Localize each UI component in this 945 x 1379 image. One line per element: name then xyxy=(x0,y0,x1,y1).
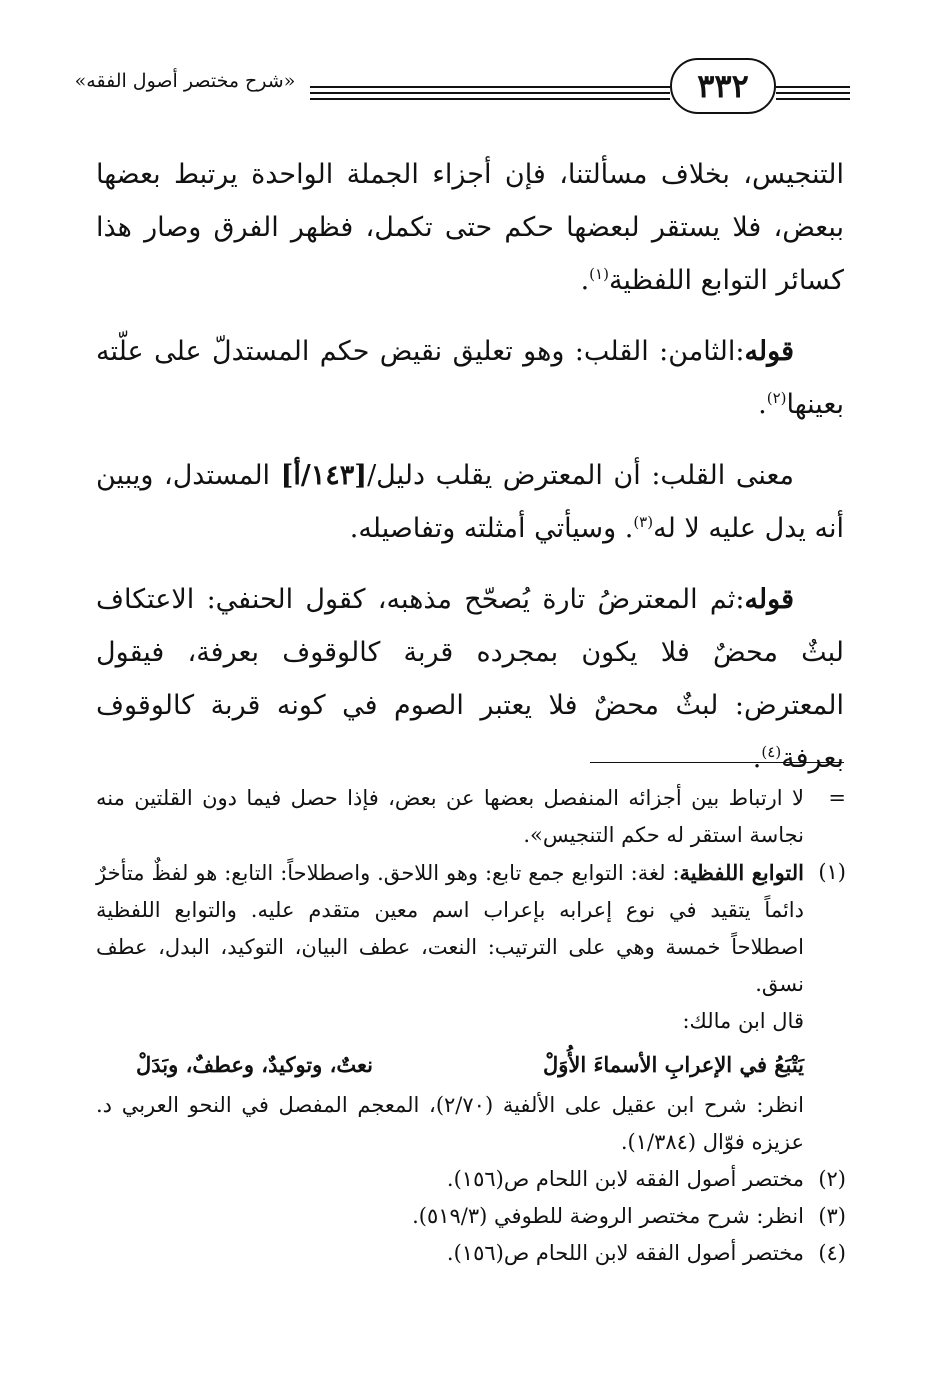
footnote-term: التوابع اللفظية xyxy=(679,860,804,885)
keyword-qawluhu: قوله xyxy=(744,336,794,367)
footnote-2 xyxy=(96,1161,846,1198)
footnote-mark: (٣) xyxy=(818,1204,846,1228)
footnotes xyxy=(96,780,846,1272)
paragraph-text: التنجيس، بخلاف مسألتنا، فإن أجزاء الجملة الواحدة يرتبط بعضها ببعض، فلا يستقر لبعضها حكم حتى تكمل، فظهر الفرق وصار هذا كسائر التوابع اللفظية xyxy=(96,159,844,296)
footnote-text: انظر: شرح ابن عقيل على الألفية (٢/٧٠)، المعجم المفصل في النحو العربي د. عزيزه فوّال (١/٣٨٤). xyxy=(96,1093,804,1154)
footnote-mark: = xyxy=(828,786,846,810)
header-rule xyxy=(310,92,670,94)
footnote-mark: (٤) xyxy=(818,1241,846,1265)
paragraph-text: :الثامن: القلب: وهو تعليق نقيض حكم المستدلّ على علّته بعينها xyxy=(96,336,844,420)
paragraph-1 xyxy=(96,148,844,307)
page-header xyxy=(60,48,850,118)
footnote-1 xyxy=(96,854,846,1040)
header-rule xyxy=(776,98,850,100)
footnote-1-reference xyxy=(96,1087,846,1161)
footnote-divider xyxy=(590,762,844,763)
paragraph-end: . xyxy=(758,389,767,420)
footnote-text: لا ارتباط بين أجزائه المنفصل بعضها عن بعض، فإذا حصل فيما دون القلتين منه نجاسة استقر له حكم التنجيس». xyxy=(96,786,804,847)
footnote-3 xyxy=(96,1198,846,1235)
main-text xyxy=(96,148,844,803)
paragraph-text: . وسيأتي أمثلته وتفاصيله. xyxy=(349,513,634,544)
running-title: «شرح مختصر أصول الفقه» xyxy=(74,70,296,92)
keyword-qawluhu: قوله xyxy=(744,584,794,615)
quote-intro: قال ابن مالك: xyxy=(682,1009,804,1033)
paragraph-end: . xyxy=(580,265,590,296)
paragraph-4 xyxy=(96,573,844,785)
verse-hemistich-first: يَتْبَعُ في الإعرابِ الأسماءَ الأُوَلْ xyxy=(542,1052,804,1077)
footnote-ref: (٤) xyxy=(761,743,782,761)
footnote-mark: (٢) xyxy=(818,1167,846,1191)
header-rule xyxy=(310,86,670,88)
footnote-ref: (٣) xyxy=(633,513,654,531)
paragraph-text: :ثم المعترضُ تارة يُصحّح مذهبه، كقول الحنفي: الاعتكاف لبثٌ محضٌ فلا يكون بمجرده قربة كالوقوف بعرفة، فيقول المعترض: لبثٌ محضٌ فلا يعتبر الصوم في كونه قربة كالوقوف بعرفة xyxy=(96,584,844,774)
footnote-mark-spacer xyxy=(804,1087,846,1161)
footnote-text: انظر: شرح مختصر الروضة للطوفي (٥١٩/٣). xyxy=(412,1204,804,1228)
paragraph-2 xyxy=(96,325,844,431)
footnote-body xyxy=(96,854,804,1040)
page-number: ٣٣٢ xyxy=(670,58,776,114)
paragraph-text: المستدل، ويبين أنه يدل عليه لا له xyxy=(96,460,844,544)
poem-verse xyxy=(96,1040,846,1087)
footnote-continuation xyxy=(96,780,846,854)
paragraph-3 xyxy=(96,449,844,555)
verse-hemistich-second: نعتٌ، وتوكيدٌ، وعطفٌ، وبَدَلْ xyxy=(136,1052,373,1077)
header-rule xyxy=(310,98,670,100)
paragraph-text: معنى القلب: أن المعترض يقلب دليل/ xyxy=(367,460,794,491)
footnote-4 xyxy=(96,1235,846,1272)
footnote-text: : لغة: التوابع جمع تابع: وهو اللاحق. واصطلاحاً: التابع: هو لفظٌ متأخرٌ دائماً يتقيد في نوع إعرابه بإعراب اسم معين متقدم عليه. والتوابع اللفظية اصطلاحاً خمسة وهي على الترتيب: النعت، عطف البيان، التوكيد، البدل، عطف نسق. xyxy=(96,861,804,996)
footnote-ref: (١) xyxy=(589,265,609,283)
footnote-text: مختصر أصول الفقه لابن اللحام ص(١٥٦). xyxy=(446,1241,804,1265)
manuscript-ref: [١٤٣/أ] xyxy=(280,460,368,491)
header-rule xyxy=(776,92,850,94)
header-rule xyxy=(776,86,850,88)
footnote-mark: (١) xyxy=(818,860,846,884)
paragraph-end: . xyxy=(752,743,762,774)
footnote-ref: (٢) xyxy=(766,389,787,407)
footnote-text: مختصر أصول الفقه لابن اللحام ص(١٥٦). xyxy=(446,1167,804,1191)
